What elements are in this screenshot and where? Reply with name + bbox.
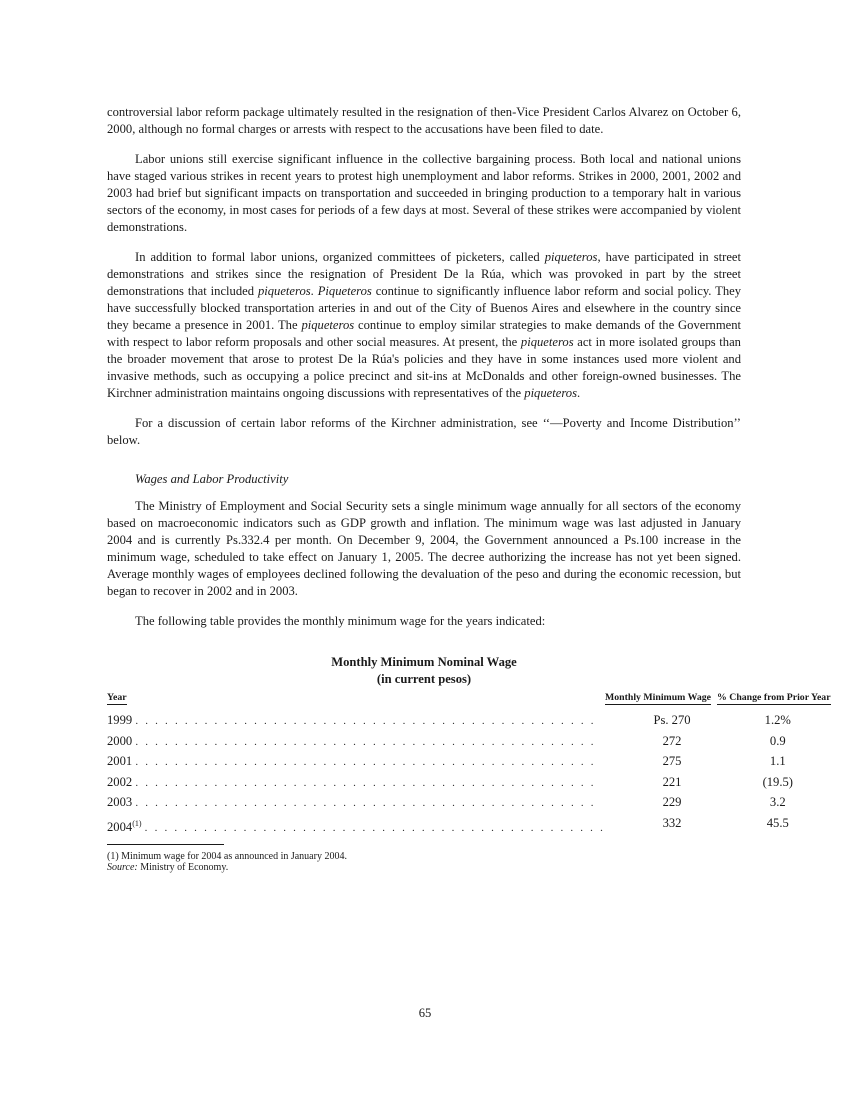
leader-dots: . . . . . . . . . . . . . . . . . . . . . . . . . . . . . . . . . . . . . . . . . . . . . . .: [144, 821, 606, 834]
italic-term: piqueteros: [257, 284, 311, 298]
table-row: [107, 793, 831, 814]
footnote-1: (1) Minimum wage for 2004 as announced in January 2004.: [107, 851, 347, 862]
paragraph-labor-unions: Labor unions still exercise significant influence in the collective bargaining process. Both local and national unions have staged various strikes in recent years to protest high unemployment and labor reforms. Strikes in 2000, 2001, 2002 and 2003 had brief but significant impacts on transportation and succeeded in bringing production to a temporary halt in various sectors of the economy, in most cases for periods of a few days at most. Several of these strikes were accompanied by violent demonstrations.: [107, 152, 741, 234]
italic-term: piqueteros: [524, 386, 577, 400]
cell-percent-change: 0.9: [769, 733, 786, 748]
table-row: [107, 732, 831, 753]
table-row: [107, 814, 831, 839]
table-header-row: [107, 692, 831, 711]
leader-dots: . . . . . . . . . . . . . . . . . . . . . . . . . . . . . . . . . . . . . . . . . . . . . . .: [135, 776, 596, 789]
leader-dots: . . . . . . . . . . . . . . . . . . . . . . . . . . . . . . . . . . . . . . . . . . . . . . .: [135, 715, 596, 727]
cell-percent-change: 1.2%: [764, 713, 791, 727]
header-year: Year: [107, 692, 127, 703]
cell-percent-change: 45.5: [766, 815, 789, 830]
cell-monthly-minimum-wage: 275: [662, 754, 682, 768]
source-label: Source:: [107, 862, 138, 873]
text-run: continue to significantly influence labor reform and social policy. They have successfully blocked transportation arteries in and out of the City of Buenos Aires and elsewhere in the country since they became a presence in 2001. The: [107, 284, 742, 332]
table-row: [107, 752, 831, 773]
table-title-main: Monthly Minimum Nominal Wage: [331, 655, 517, 669]
cell-monthly-minimum-wage: 332: [662, 815, 682, 830]
paragraph-carlos-alvarez: controversial labor reform package ultimately resulted in the resignation of then-Vice President Carlos Alvarez on October 6, 2000, although no formal charges or arrests with respect to the accusations have been filed to date.: [107, 105, 741, 136]
text-run: continue to employ similar strategies to make demands of the Government with respect to labor reform proposals and other social measures. At present, the: [107, 318, 742, 349]
year-value: 1999: [107, 713, 133, 727]
cell-monthly-minimum-wage: 221: [662, 774, 682, 789]
text-run: In addition to formal labor unions, organized committees of picketers, called: [135, 250, 545, 264]
cell-year: [107, 711, 605, 732]
minimum-wage-table: [107, 692, 831, 838]
header-percent-change: % Change from Prior Year: [717, 692, 831, 703]
text-run: act in more isolated groups than the broader movement that arose to protest De la Rúa's policies and they have in some instances used more violent and invasive methods, such as occupying a police precinct and sit-ins at McDonalds and other foreign-owned businesses. The Kirchner administration maintains ongoing discussions with representatives of the: [107, 335, 741, 400]
cell-year: [107, 732, 605, 753]
source-text: Ministry of Economy.: [137, 862, 229, 873]
document-page: [107, 104, 831, 873]
italic-term: piqueteros: [520, 335, 574, 349]
leader-dots: . . . . . . . . . . . . . . . . . . . . . . . . . . . . . . . . . . . . . . . . . . . . . . .: [135, 735, 596, 748]
italic-term: piqueteros: [301, 318, 355, 332]
cell-year: [107, 814, 605, 839]
paragraph-table-intro: The following table provides the monthly minimum wage for the years indicated:: [135, 614, 546, 628]
italic-term: piqueteros: [544, 250, 598, 264]
year-value: 2003: [107, 795, 133, 809]
table-row: [107, 773, 831, 794]
cell-monthly-minimum-wage: Ps. 270: [653, 713, 691, 727]
cell-percent-change: 1.1: [769, 754, 786, 768]
paragraph-piqueteros: [107, 249, 741, 402]
page-number: 65: [418, 1006, 432, 1020]
cell-year: [107, 793, 605, 814]
table-body: [107, 711, 831, 838]
paragraph-poverty-reference: For a discussion of certain labor reforms of the Kirchner administration, see ‘‘—Poverty and Income Distribution’’ below.: [107, 416, 741, 447]
year-value: 2001: [107, 754, 133, 768]
paragraph-minimum-wage: The Ministry of Employment and Social Security sets a single minimum wage annually for all sectors of the economy based on macroeconomic indicators such as GDP growth and inflation. The minimum wage was last adjusted in January 2004 and is currently Ps.332.4 per month. On December 9, 2004, the Government announced a Ps.100 increase in the minimum wage, scheduled to take effect on January 1, 2005. The decree authorizing the increase has not yet been signed. Average monthly wages of employees declined following the devaluation of the peso and during the economic recession, but began to recover in 2002 and in 2003.: [107, 499, 741, 598]
table-row: [107, 711, 831, 732]
footnote-source: [107, 862, 741, 873]
footnote-rule: [107, 844, 224, 845]
text-run: , have participated in street demonstrations and strikes since the resignation of President De la Rúa, which was provoked in part by the street demonstrations that included: [107, 250, 741, 298]
cell-percent-change: (19.5): [762, 774, 793, 789]
cell-monthly-minimum-wage: 229: [662, 795, 682, 809]
cell-year: [107, 752, 605, 773]
table-subtitle: (in current pesos): [376, 672, 472, 686]
leader-dots: . . . . . . . . . . . . . . . . . . . . . . . . . . . . . . . . . . . . . . . . . . . . . . .: [135, 756, 596, 768]
year-value: 2000: [107, 733, 133, 748]
cell-percent-change: 3.2: [769, 795, 786, 809]
year-value: 2002: [107, 774, 133, 789]
footnote-marker: (1): [132, 818, 142, 828]
leader-dots: . . . . . . . . . . . . . . . . . . . . . . . . . . . . . . . . . . . . . . . . . . . . . . .: [135, 797, 596, 809]
cell-year: [107, 773, 605, 794]
text-run: .: [310, 284, 318, 298]
section-subheading: Wages and Labor Productivity: [135, 472, 289, 486]
table-title: [107, 654, 741, 688]
header-monthly-minimum-wage: Monthly Minimum Wage: [605, 692, 711, 703]
text-run: .: [576, 386, 581, 400]
italic-term: Piqueteros: [317, 284, 372, 298]
cell-monthly-minimum-wage: 272: [662, 733, 682, 748]
year-value: 2004: [107, 819, 133, 834]
